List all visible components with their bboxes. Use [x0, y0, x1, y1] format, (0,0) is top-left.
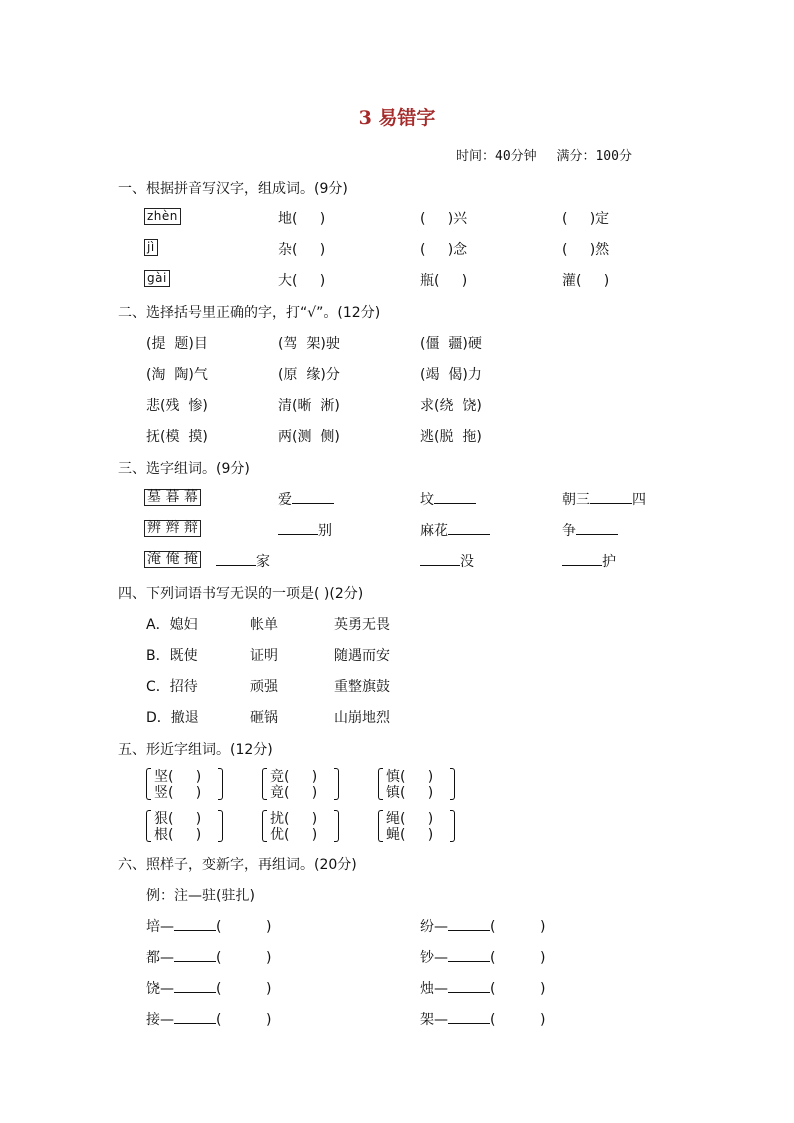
blank-line[interactable]	[174, 949, 216, 962]
answer-blank[interactable]: 灌( )	[562, 273, 610, 289]
answer-blank[interactable]: 根( )	[154, 827, 202, 843]
page-title: 3 易错字	[358, 107, 436, 129]
answer-blank[interactable]: 竟( )	[270, 785, 318, 801]
option-b[interactable]: B．既使	[146, 648, 198, 664]
answer-blank[interactable]: ( )兴	[420, 211, 468, 227]
blank-line[interactable]	[174, 918, 216, 931]
brace-right	[334, 768, 339, 800]
answer-blank[interactable]: 竞( )	[270, 769, 318, 785]
example-line: 例：注—驻(驻扎)	[146, 888, 255, 904]
answer-blank[interactable]: 扰( )	[270, 811, 318, 827]
brace-right	[218, 768, 223, 800]
blank-line[interactable]	[448, 949, 490, 962]
blank-line[interactable]	[278, 522, 318, 535]
char-choice-box: 墓 暮 幕	[144, 489, 201, 506]
option-c[interactable]: C．招待	[146, 679, 198, 695]
similar-char-group	[378, 808, 456, 842]
fill-word[interactable]: 爱	[278, 489, 334, 509]
option-word: 重整旗鼓	[334, 679, 390, 695]
blank-line[interactable]	[434, 491, 476, 504]
answer-blank[interactable]: 竖( )	[154, 785, 202, 801]
blank-line[interactable]	[448, 980, 490, 993]
blank-line[interactable]	[174, 980, 216, 993]
brace-right	[450, 768, 455, 800]
fill-word[interactable]: 别	[278, 520, 332, 540]
pinyin-box: zhèn	[144, 208, 181, 225]
similar-char-group	[146, 766, 224, 800]
answer-blank[interactable]: 杂( )	[278, 242, 326, 258]
exam-meta	[456, 145, 644, 164]
choice-item[interactable]: (竭 偈)力	[420, 367, 482, 383]
choice-item[interactable]: 悲(残 惨)	[146, 398, 208, 414]
transform-item[interactable]: 都— ( )	[146, 950, 272, 966]
choice-item[interactable]: (提 题)目	[146, 336, 208, 352]
choice-item[interactable]: 求(绕 饶)	[420, 398, 482, 414]
choice-item[interactable]: (僵 疆)硬	[420, 336, 482, 352]
option-word: 随遇而安	[334, 648, 390, 664]
answer-blank[interactable]: ( )定	[562, 211, 610, 227]
blank-line[interactable]	[448, 1011, 490, 1024]
answer-blank[interactable]: 蝇( )	[386, 827, 434, 843]
answer-blank[interactable]: 狠( )	[154, 811, 202, 827]
answer-blank[interactable]: ( )念	[420, 242, 468, 258]
option-word: 顽强	[250, 679, 278, 695]
full-score: 满分：100分	[556, 149, 632, 164]
brace-left	[262, 768, 267, 800]
brace-left	[146, 810, 151, 842]
fill-word[interactable]: 没	[420, 551, 474, 571]
blank-line[interactable]	[292, 491, 334, 504]
section-1-heading: 一、根据拼音写汉字，组成词。(9分)	[118, 181, 348, 197]
blank-line[interactable]	[420, 553, 460, 566]
fill-word[interactable]: 家	[216, 551, 270, 571]
transform-item[interactable]: 培— ( )	[146, 919, 272, 935]
choice-item[interactable]: (淘 陶)气	[146, 367, 208, 383]
blank-line[interactable]	[562, 553, 602, 566]
blank-line[interactable]	[448, 918, 490, 931]
fill-word[interactable]: 坟	[420, 489, 476, 509]
brace-right	[334, 810, 339, 842]
answer-blank[interactable]: 瓶( )	[420, 273, 468, 289]
choice-item[interactable]: 逃(脱 拖)	[420, 429, 482, 445]
answer-blank[interactable]: 大( )	[278, 273, 326, 289]
brace-right	[450, 810, 455, 842]
choice-item[interactable]: 清(晰 淅)	[278, 398, 340, 414]
blank-line[interactable]	[174, 1011, 216, 1024]
similar-char-group	[378, 766, 456, 800]
answer-blank[interactable]: 镇( )	[386, 785, 434, 801]
char-choice-box: 辨 辫 辩	[144, 520, 201, 537]
option-a[interactable]: A．媳妇	[146, 617, 198, 633]
similar-char-group	[146, 808, 224, 842]
fill-word[interactable]: 麻花	[420, 520, 490, 540]
section-6-heading: 六、照样子，变新字，再组词。(20分)	[118, 857, 357, 873]
answer-blank[interactable]: 绳( )	[386, 811, 434, 827]
answer-blank[interactable]: 坚( )	[154, 769, 202, 785]
transform-item[interactable]: 饶— ( )	[146, 981, 272, 997]
brace-left	[378, 768, 383, 800]
fill-word[interactable]: 护	[562, 551, 616, 571]
similar-char-group	[262, 766, 340, 800]
transform-item[interactable]: 架— ( )	[420, 1012, 546, 1028]
pinyin-box: gài	[144, 270, 170, 287]
choice-item[interactable]: (原 缘)分	[278, 367, 340, 383]
option-word: 证明	[250, 648, 278, 664]
answer-blank[interactable]: 优( )	[270, 827, 318, 843]
option-d[interactable]: D．撤退	[146, 710, 199, 726]
section-5-heading: 五、形近字组词。(12分)	[118, 742, 273, 758]
brace-left	[262, 810, 267, 842]
brace-left	[378, 810, 383, 842]
char-choice-box: 淹 俺 掩	[144, 551, 201, 568]
brace-left	[146, 768, 151, 800]
option-word: 砸锅	[250, 710, 278, 726]
blank-line[interactable]	[576, 522, 618, 535]
time-limit: 时间：40分钟	[456, 149, 537, 164]
choice-item[interactable]: 两(测 侧)	[278, 429, 340, 445]
choice-item[interactable]: 抚(模 摸)	[146, 429, 208, 445]
brace-right	[218, 810, 223, 842]
transform-item[interactable]: 纷— ( )	[420, 919, 546, 935]
transform-item[interactable]: 钞— ( )	[420, 950, 546, 966]
blank-line[interactable]	[590, 491, 632, 504]
option-word: 帐单	[250, 617, 278, 633]
blank-line[interactable]	[448, 522, 490, 535]
answer-blank[interactable]: 慎( )	[386, 769, 434, 785]
option-word: 英勇无畏	[334, 617, 390, 633]
choice-item[interactable]: (驾 架)驶	[278, 336, 340, 352]
pinyin-box: jì	[144, 239, 158, 256]
section-2-heading: 二、选择括号里正确的字，打“√”。(12分)	[118, 305, 381, 321]
transform-item[interactable]: 烛— ( )	[420, 981, 546, 997]
fill-word[interactable]: 争	[562, 520, 618, 540]
similar-char-group	[262, 808, 340, 842]
answer-blank[interactable]: 地( )	[278, 211, 326, 227]
transform-item[interactable]: 接— ( )	[146, 1012, 272, 1028]
option-word: 山崩地烈	[334, 710, 390, 726]
blank-line[interactable]	[216, 553, 256, 566]
fill-word[interactable]: 朝三 四	[562, 492, 646, 508]
section-4-heading: 四、下列词语书写无误的一项是( )(2分)	[118, 586, 364, 602]
answer-blank[interactable]: ( )然	[562, 242, 610, 258]
section-3-heading: 三、选字组词。(9分)	[118, 461, 250, 477]
